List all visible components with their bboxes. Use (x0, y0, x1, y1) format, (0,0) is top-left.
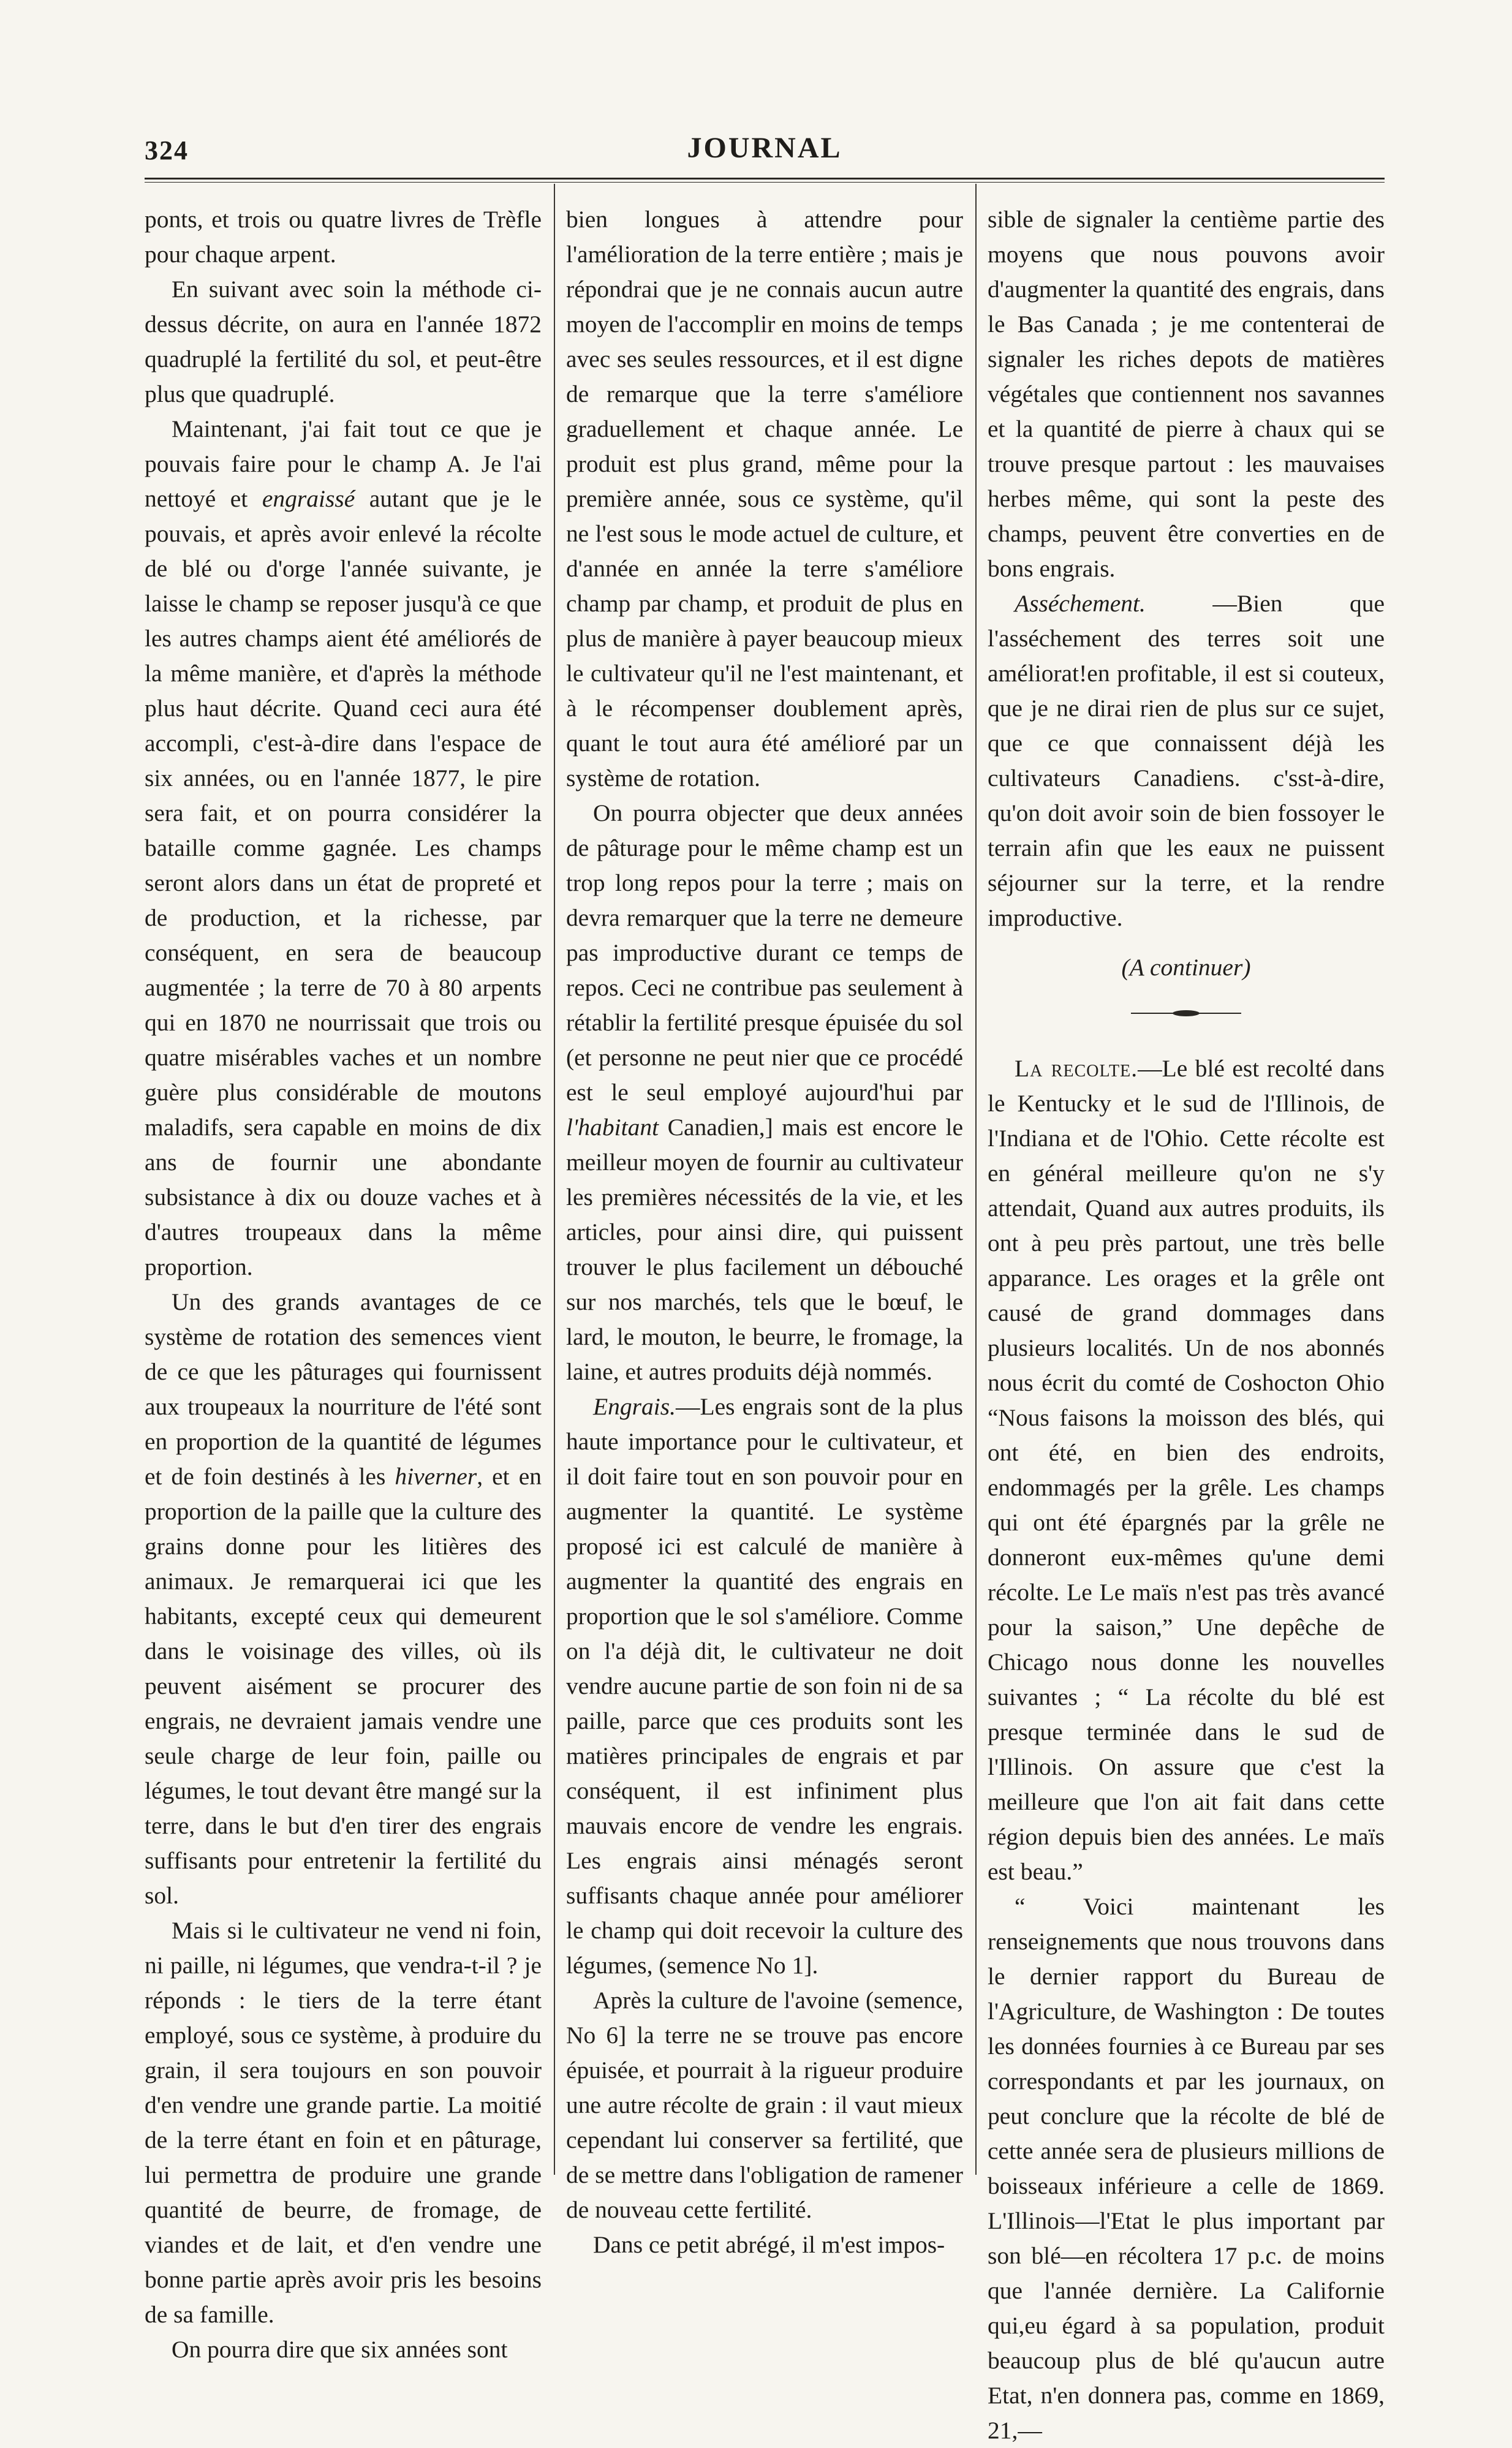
divider-ornament (1131, 1003, 1241, 1022)
paragraph: sible de signaler la centième partie des moyens que nous pouvons avoir d'augmenter la quantité des engrais, dans le Bas Canada ; je me contenterai de signaler les riches depots de matières végétales que contiennent nos savannes et la quantité de pierre à chaux qui se trouve presque partout : les mauvaises herbes même, qui sont la peste des champs, peuvent être converties en de bons engrais. (988, 206, 1385, 582)
paragraph: Dans ce petit abrégé, il m'est impos- (593, 2231, 945, 2258)
header-rule-thin (145, 182, 1385, 183)
paragraph: La recolte.—Le blé est recolté dans le Kentucky et le sud de l'Illinois, de l'Indiana et de l'Ohio. Cette récolte est en général meilleure qu'on ne s'y attendait, Quand aux autres produits, ils ont à peu près partout, une très belle apparance. Les orages et la grêle ont causé de grand dommages dans plusieurs localités. Un de nos abonnés nous écrit du comté de Coshocton Ohio “Nous faisons la moisson des blés, qui ont été, en bien des endroits, endommagés per la grêle. Les champs qui ont été épargnés par la grêle ne donneront eux-mêmes qu'une demi récolte. Le Le maïs n'est pas très avancé pour la saison,” Une depêche de Chicago nous donne les nouvelles suivantes ; “ La récolte du blé est presque terminée dans le sud de l'Illinois. On assure que c'est la meilleure que l'on ait fait dans cette région depuis bien des années. Le maïs est beau.” (988, 1055, 1385, 1885)
header-rule (145, 178, 1385, 179)
page-number: 324 (145, 135, 189, 165)
paragraph: En suivant avec soin la méthode ci-dessus décrite, on aura en l'année 1872 quadruplé la fertilité du sol, et peut-être plus que quadruplé. (145, 276, 542, 407)
column-divider-1 (554, 184, 555, 2175)
column-3 (988, 202, 1385, 2444)
paragraph: Asséchement. —Bien que l'asséchement des terres soit une améliorat!en profitable, il est si couteux, que je ne dirai rien de plus sur ce sujet, que ce que connaissent déjà les cultivateurs Canadiens. c'sst-à-dire, qu'on doit avoir soin de bien fossoyer le terrain afin que les eaux ne puissent séjourner sur la terre, et la rendre improductive. (988, 590, 1385, 931)
paragraph: “ Voici maintenant les renseignements que nous trouvons dans le dernier rapport du Bureau de l'Agriculture, de Washington : De toutes les données fournies à ce Bureau par ses correspondants et par les journaux, on peut conclure que la récolte de blé de cette année sera de plusieurs millions de boisseaux inférieure a celle de 1869. L'Illinois—l'Etat le plus important par son blé—en récoltera 17 p.c. de moins que l'année dernière. La Californie qui,eu égard à sa population, produit beaucoup plus de blé qu'aucun autre Etat, n'en donnera pas, comme en 1869, 21,— (988, 1893, 1385, 2444)
column-divider-2 (975, 184, 977, 2175)
continuation-note: (A continuer) (1121, 954, 1251, 981)
paragraph: bien longues à attendre pour l'amélioration de la terre entière ; mais je répondrai que je ne connais aucun autre moyen de l'accomplir en moins de temps avec ses seules ressources, et il est digne de remarque que la terre s'améliore graduellement et chaque année. Le produit est plus grand, même pour la première année, sous ce système, qu'il ne l'est sous le mode actuel de culture, et d'année en année la terre s'améliore champ par champ, et produit de plus en plus de manière à payer beaucoup mieux le cultivateur qu'il ne l'est maintenant, et à le récompenser doublement après, quant le tout aura été amélioré par un système de rotation. (566, 206, 963, 791)
italic-term: engraissé (262, 485, 355, 512)
paragraph: Maintenant, j'ai fait tout ce que je pouvais faire pour le champ A. Je l'ai nettoyé et engraissé autant que je le pouvais, et après avoir enlevé la récolte de blé ou d'orge l'année suivante, je laisse le champ se reposer jusqu'à ce que les autres champs aient été améliorés de la même manière, et d'après la méthode plus haut décrite. Quand ceci aura été accompli, c'est-à-dire dans l'espace de six années, ou en l'année 1877, le pire sera fait, et on pourra considérer la bataille comme gagnée. Les champs seront alors dans un état de propreté et de production, et la richesse, par conséquent, en sera de beaucoup augmentée ; la terre de 70 à 80 arpents qui en 1870 ne nourrissait que trois ou quatre misérables vaches et un nombre guère plus considérable de moutons maladifs, sera capable en moins de dix ans de fournir une abondante subsistance à dix ou douze vaches et à d'autres troupeaux dans la même proportion. (145, 415, 542, 1280)
italic-term: hiverner (395, 1463, 477, 1490)
section-heading: Asséchement. (1015, 590, 1146, 617)
paragraph: On pourra dire que six années sont (172, 2336, 508, 2363)
page-header (145, 123, 1385, 178)
column-1 (145, 202, 542, 2363)
paragraph: Après la culture de l'avoine (semence, No 6] la terre ne se trouve pas encore épuisée, et pourrait à la rigueur produire une autre récolte de grain : il vaut mieux cependant lui conserver sa fertilité, que de se mettre dans l'obligation de ramener de nouveau cette fertilité. (566, 1987, 963, 2223)
column-2 (566, 202, 963, 2258)
paragraph: Mais si le cultivateur ne vend ni foin, ni paille, ni légumes, que vendra-t-il ? je réponds : le tiers de la terre étant employé, sous ce système, à produire du grain, il sera toujours en son pouvoir d'en vendre une grande partie. La moitié de la terre étant en foin et en pâturage, lui permettra de produire une grande quantité de beurre, de fromage, de viandes et de lait, et d'en vendre une bonne partie après avoir pris les besoins de sa famille. (145, 1917, 542, 2328)
paragraph: Engrais.—Les engrais sont de la plus haute importance pour le cultivateur, et il doit faire tout en son pouvoir pour en augmenter la quantité. Le système proposé ici est calculé de manière à augmenter la quantité des engrais en proportion que le sol s'améliore. Comme on l'a déjà dit, le cultivateur ne doit vendre aucune partie de son foin ni de sa paille, parce que ces produits sont les matières principales de engrais et par conséquent, il est infiniment plus mauvais encore de vendre les engrais. Les engrais ainsi ménagés seront suffisants chaque année pour améliorer le champ qui doit recevoir la culture des légumes, (semence No 1]. (566, 1393, 963, 1979)
paragraph: On pourra objecter que deux années de pâturage pour le même champ est un trop long repos pour la terre ; mais on devra remarquer que la terre ne demeure pas improductive durant ce temps de repos. Ceci ne contribue pas seulement à rétablir la fertilité presque épuisée du sol (et personne ne peut nier que ce procédé est le seul employé aujourd'hui par l'habitant Canadien,] mais est encore le meilleur moyen de fournir au cultivateur les premières nécessités de la vie, et les articles, pour ainsi dire, qui puissent trouver le plus facilement un débouché sur nos marchés, tels que le bœuf, le lard, le mouton, le beurre, le fromage, la laine, et autres produits déjà nommés. (566, 799, 963, 1385)
section-heading: La recolte. (1015, 1055, 1138, 1082)
italic-term: l'habitant (566, 1114, 659, 1141)
journal-title: JOURNAL (687, 132, 842, 164)
section-heading: Engrais. (593, 1393, 676, 1420)
paragraph: Un des grands avantages de ce système de rotation des semences vient de ce que les pâturages qui fournissent aux troupeaux la nourriture de l'été sont en proportion de la quantité de légumes et de foin destinés à les hiverner, et en proportion de la paille que la culture des grains donne pour les litières des animaux. Je remarquerai ici que les habitants, excepté ceux qui demeurent dans le voisinage des villes, où ils peuvent aisément se procurer des engrais, ne devraient jamais vendre une seule charge de leur foin, paille ou légumes, le tout devant être mangé sur la terre, dans le but d'en tirer des engrais suffisants pour entretenir la fertilité du sol. (145, 1288, 542, 1909)
paragraph: ponts, et trois ou quatre livres de Trèfle pour chaque arpent. (145, 206, 542, 268)
ornament-line-icon (1131, 1009, 1241, 1018)
